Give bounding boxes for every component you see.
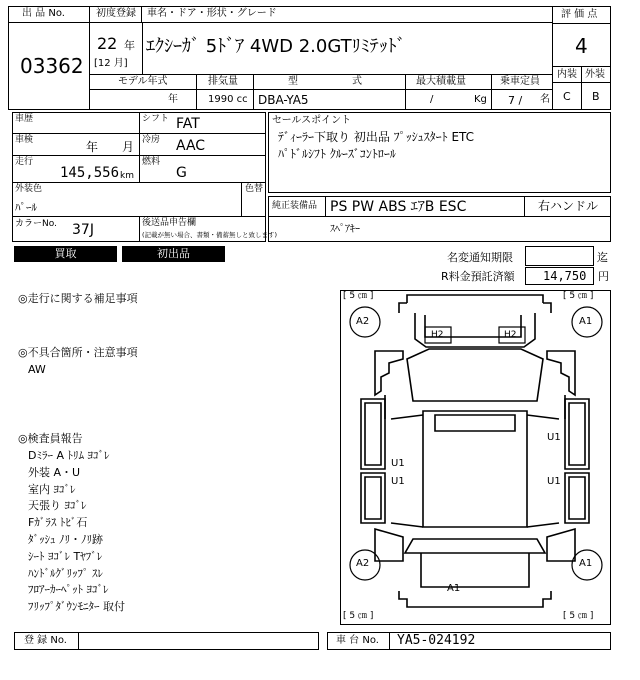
rear-right-fender bbox=[547, 529, 575, 561]
type-label-1: 型 bbox=[288, 76, 298, 87]
displacement-label: 排気量 bbox=[208, 76, 238, 87]
capacity-label: 乗車定員 bbox=[500, 76, 540, 87]
interior-grade: C bbox=[563, 90, 571, 103]
windshield bbox=[407, 349, 543, 401]
inspector-list bbox=[28, 448, 328, 616]
model-year-label: モデル年式 bbox=[118, 76, 168, 87]
inspection-label: 車検 bbox=[15, 135, 34, 145]
inspector-line: 外装 A・U bbox=[28, 465, 81, 479]
mileage-value: 145,556 bbox=[60, 165, 120, 181]
ac-value: AAC bbox=[176, 138, 206, 154]
chassis-label: 車 台 No. bbox=[336, 635, 379, 646]
type-label-2: 式 bbox=[352, 76, 362, 87]
mark-roof-left-2: U1 bbox=[391, 476, 405, 487]
aftermarket-value: ｽﾍﾟｱｷｰ bbox=[330, 224, 360, 235]
reg-month: [12 月] bbox=[94, 58, 128, 69]
score-label: 評 価 点 bbox=[561, 9, 598, 20]
score-value: 4 bbox=[575, 34, 588, 58]
buyout-tag: 買取 bbox=[14, 246, 117, 262]
aftermarket-note: (記載が無い場合、書類・備蓄無しと致します) bbox=[142, 231, 278, 239]
inspector-line: ﾌﾛｱｰｶｰﾍﾟｯﾄ ﾖｺﾞﾚ bbox=[28, 583, 109, 597]
recycle-unit: 円 bbox=[598, 270, 609, 283]
color-change-label: 色替 bbox=[245, 184, 264, 194]
color-no-label: カラーNo. bbox=[15, 219, 57, 229]
steering-value: 右ハンドル bbox=[538, 199, 599, 213]
name-change-box bbox=[525, 246, 594, 266]
defects-heading: ◎不具合箇所・注意事項 bbox=[18, 346, 138, 359]
roof bbox=[423, 411, 527, 527]
mark-rear-right: A1 bbox=[579, 558, 593, 569]
exterior-label: 外装 bbox=[585, 69, 605, 80]
corner-depth-br: [ 5 ㎝ ] bbox=[563, 611, 594, 621]
inspector-line: Dﾐﾗｰ A ﾄﾘﾑ ﾖｺﾞﾚ bbox=[28, 449, 110, 462]
load-unit: Kg bbox=[474, 94, 487, 105]
type-value: DBA-YA5 bbox=[258, 93, 309, 107]
recycle-label: R料金預託済額 bbox=[441, 270, 515, 283]
inspection-year: 年 bbox=[86, 140, 99, 154]
front-right-fender bbox=[547, 351, 575, 395]
sales-point-line1: ﾃﾞｨｰﾗｰ下取り 初出品 ﾌﾟｯｼｭｽﾀｰﾄ ETC bbox=[278, 130, 475, 144]
fuel-label: 燃料 bbox=[142, 157, 161, 167]
damage-diagram bbox=[340, 290, 611, 625]
front-bumper bbox=[407, 295, 543, 303]
ac-label: 冷房 bbox=[142, 135, 161, 145]
capacity-value: 7 / bbox=[508, 94, 523, 107]
mark-roof-right: U1 bbox=[547, 476, 561, 487]
chassis-value: YA5-024192 bbox=[397, 633, 476, 648]
mark-front-right: A1 bbox=[579, 316, 593, 327]
first-listing-tag: 初出品 bbox=[122, 246, 225, 262]
rear-bumper bbox=[399, 591, 551, 607]
lot-label: 出 品 No. bbox=[22, 8, 65, 19]
reg-year: 22 bbox=[97, 34, 118, 53]
mark-lamp-right: H2 bbox=[504, 330, 517, 340]
car-outline bbox=[341, 291, 610, 624]
capacity-unit: 名 bbox=[540, 94, 550, 105]
mark-lamp-left: H2 bbox=[431, 330, 444, 340]
mark-front-left: A2 bbox=[356, 316, 370, 327]
inspector-line: Fｶﾞﾗｽ ﾄﾋﾞ石 bbox=[28, 516, 88, 530]
defects-value: AW bbox=[28, 363, 46, 376]
aftermarket-label: 後送品申告欄 bbox=[142, 218, 197, 228]
corner-depth-tl: [ 5 ㎝ ] bbox=[343, 291, 374, 301]
car-name: ｴｸｼｰｶﾞ 5ﾄﾞｱ 4WD 2.0GTﾘﾐﾃｯﾄﾞ bbox=[146, 36, 406, 57]
exterior-grade: B bbox=[592, 90, 600, 103]
fuel-value: G bbox=[176, 165, 187, 181]
inspector-line: 天張り ﾖｺﾞﾚ bbox=[28, 499, 87, 513]
corner-depth-tr: [ 5 ㎝ ] bbox=[563, 291, 594, 301]
reg-no-label: 登 録 No. bbox=[24, 635, 67, 646]
front-left-fender bbox=[375, 351, 403, 395]
mileage-unit: km bbox=[120, 171, 134, 181]
interior-label: 内装 bbox=[557, 69, 577, 80]
first-reg-label: 初度登録 bbox=[96, 8, 136, 19]
inspector-line: ﾌﾘｯﾌﾟﾀﾞｳﾝﾓﾆﾀｰ 取付 bbox=[28, 600, 125, 614]
driving-heading: ◎走行に関する補足事項 bbox=[18, 292, 138, 305]
max-load-label: 最大積載量 bbox=[416, 76, 466, 87]
trunk bbox=[421, 553, 529, 587]
ext-color-value: ﾊﾟｰﾙ bbox=[15, 201, 37, 214]
rear-window bbox=[405, 539, 545, 553]
history-label: 車歴 bbox=[15, 114, 34, 124]
mark-door-right: U1 bbox=[547, 432, 561, 443]
equipment-items: PS PW ABS ｴｱB ESC bbox=[330, 199, 467, 215]
mark-rear-bumper: A1 bbox=[447, 583, 461, 594]
corner-depth-bl: [ 5 ㎝ ] bbox=[343, 611, 374, 621]
mileage-label: 走行 bbox=[15, 157, 34, 167]
sales-point-line2: ﾊﾟﾄﾞﾙｼﾌﾄ ｸﾙｰｽﾞｺﾝﾄﾛｰﾙ bbox=[278, 147, 396, 161]
inspector-line: ｼｰﾄ ﾖｺﾞﾚ Tﾔﾌﾞﾚ bbox=[28, 549, 103, 563]
mark-roof-left-1: U1 bbox=[391, 458, 405, 469]
color-no-value: 37J bbox=[72, 222, 94, 238]
shift-value: FAT bbox=[176, 116, 200, 132]
name-change-label: 名変通知期限 bbox=[447, 251, 513, 264]
equipment-label: 純正装備品 bbox=[272, 201, 318, 211]
inspector-line: ﾀﾞｯｼｭ ﾉﾘ・ﾉﾘ跡 bbox=[28, 532, 103, 546]
inspection-month: 月 bbox=[122, 140, 135, 154]
inspector-heading: ◎検査員報告 bbox=[18, 432, 83, 445]
sales-point-label: セールスポイント bbox=[272, 115, 352, 126]
inspector-line: ﾊﾝﾄﾞﾙｸﾞﾘｯﾌﾟ ｽﾚ bbox=[28, 566, 103, 580]
mark-rear-left: A2 bbox=[356, 558, 370, 569]
model-year-unit: 年 bbox=[168, 94, 178, 105]
displacement-value: 1990 cc bbox=[208, 94, 248, 105]
lot-number: 03362 bbox=[20, 54, 84, 78]
shift-label: シフト bbox=[142, 114, 170, 124]
load-slash: / bbox=[430, 94, 434, 105]
rear-left-fender bbox=[375, 529, 403, 561]
recycle-amount: 14,750 bbox=[543, 269, 587, 283]
inspector-line: 室内 ﾖｺﾞﾚ bbox=[28, 482, 76, 496]
desc-label: 車名・ドア・形状・グレード bbox=[147, 8, 277, 19]
ext-color-label: 外装色 bbox=[15, 184, 43, 194]
reg-year-unit: 年 bbox=[124, 39, 135, 52]
name-change-unit: 迄 bbox=[597, 251, 608, 264]
